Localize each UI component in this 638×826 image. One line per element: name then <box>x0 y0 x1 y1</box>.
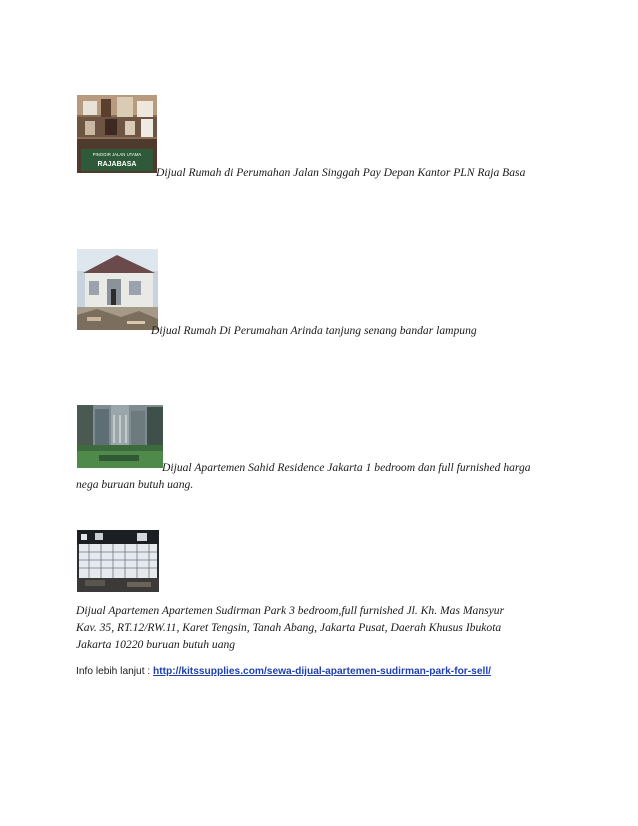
listing-1-photo <box>77 95 157 173</box>
listing-4-line-3: Jakarta 10220 buruan butuh uang <box>76 638 236 651</box>
sign-line-1: PINGGIR JALAN UTAMA <box>92 152 142 157</box>
city-buildings-image <box>77 405 163 468</box>
info-line <box>76 664 491 680</box>
listing-4-description <box>76 602 504 653</box>
house-sign-image <box>77 95 157 173</box>
listing-3-caption-line-1: Dijual Apartemen Sahid Residence Jakarta 1 bedroom dan full furnished harga <box>162 461 531 474</box>
rooftop-image <box>77 530 159 592</box>
listing-3-photo <box>77 405 163 468</box>
listing-4-line-1: Dijual Apartemen Apartemen Sudirman Park 3 bedroom,full furnished Jl. Kh. Mas Mansyur <box>76 604 505 617</box>
info-label: Info lebih lanjut : <box>76 666 154 677</box>
house-image <box>77 249 158 330</box>
sign-line-2: RAJABASA <box>97 161 137 168</box>
listing-4-photo <box>77 530 159 592</box>
listing-2-caption: Dijual Rumah Di Perumahan Arinda tanjung senang bandar lampung <box>151 324 477 337</box>
info-link[interactable]: http://kitssupplies.com/sewa-dijual-apartemen-sudirman-park-for-sell/ <box>153 666 491 677</box>
listing-1-caption: Dijual Rumah di Perumahan Jalan Singgah Pay Depan Kantor PLN Raja Basa <box>156 166 526 179</box>
listing-4-line-2: Kav. 35, RT.12/RW.11, Karet Tengsin, Tanah Abang, Jakarta Pusat, Daerah Khusus Ibukota <box>76 621 502 634</box>
listing-3-caption-line-2: nega buruan butuh uang. <box>76 478 194 491</box>
listing-2-photo <box>77 249 158 330</box>
